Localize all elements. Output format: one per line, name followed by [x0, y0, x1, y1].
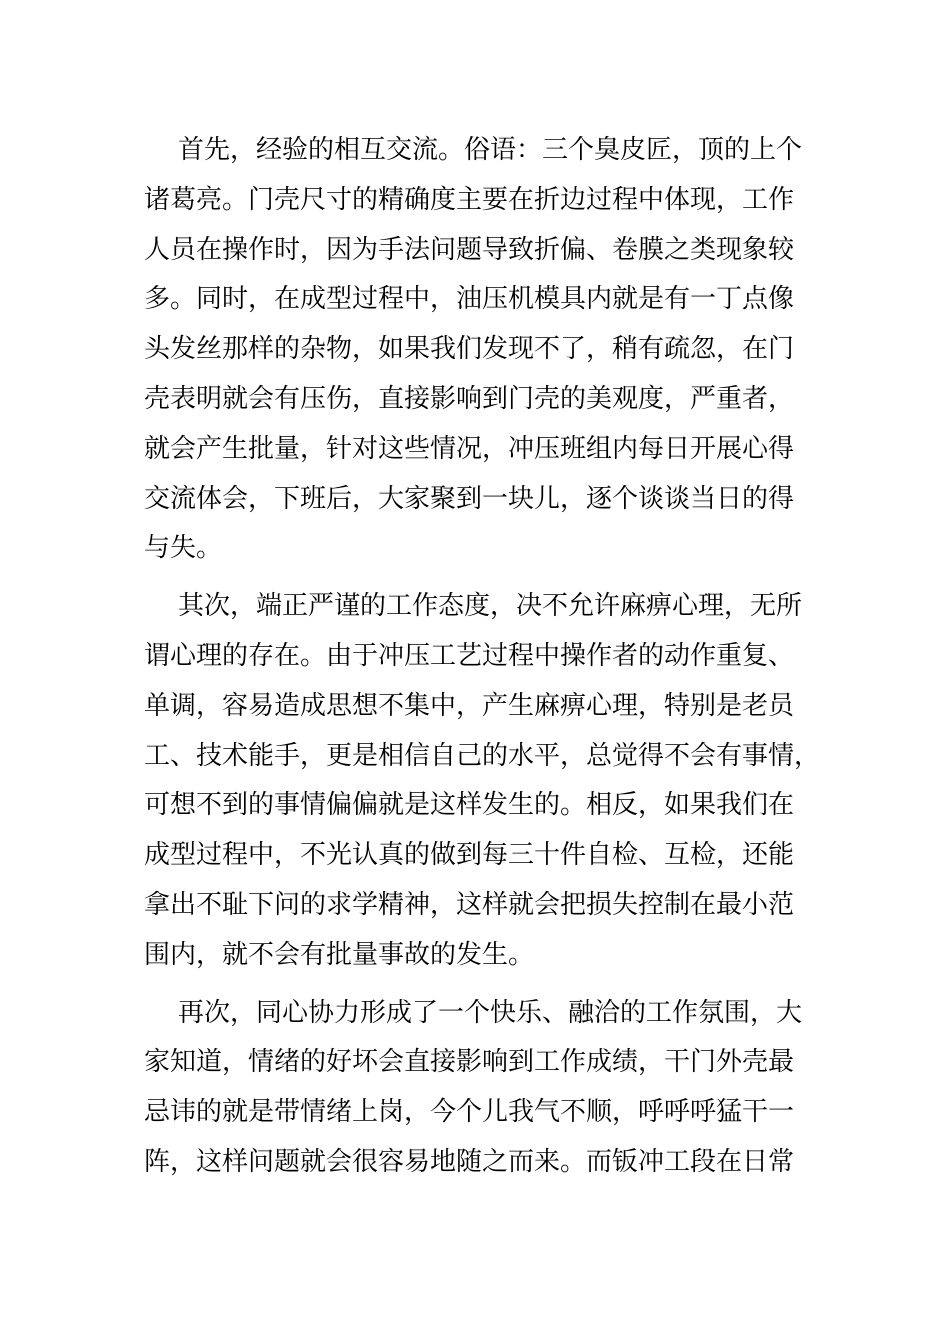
text-line: 再次，同心协力形成了一个快乐、融洽的工作氛围，大	[178, 997, 803, 1028]
text-line: 忌讳的就是带情绪上岗，今个儿我气不顺，呼呼呼猛干一	[144, 1097, 795, 1128]
text-line: 头发丝那样的杂物，如果我们发现不了，稍有疏忽，在门	[144, 334, 795, 365]
paragraph-gap	[144, 981, 794, 989]
text-line: 工、技术能手，更是相信自己的水平，总觉得不会有事情，	[144, 740, 821, 771]
text-line: 交流体会，下班后，大家聚到一块儿，逐个谈谈当日的得	[144, 483, 795, 514]
text-line: 成型过程中，不光认真的做到每三十件自检、互检，还能	[144, 840, 795, 871]
text-line: 谓心理的存在。由于冲压工艺过程中操作者的动作重复、	[144, 640, 795, 671]
text-line: 围内，就不会有批量事故的发生。	[144, 939, 535, 970]
text-line: 首先，经验的相互交流。俗语：三个臭皮匠，顶的上个	[178, 135, 803, 165]
paragraph-2	[144, 582, 821, 980]
paragraph-3	[144, 989, 803, 1188]
text-line: 单调，容易造成思想不集中，产生麻痹心理，特别是老员	[144, 690, 795, 721]
text-line: 可想不到的事情偏偏就是这样发生的。相反，如果我们在	[144, 790, 795, 821]
text-line: 拿出不耻下问的求学精神，这样就会把损失控制在最小范	[144, 889, 795, 920]
text-line: 阵，这样问题就会很容易地随之而来。而钣冲工段在日常	[144, 1146, 795, 1177]
paragraph-gap	[144, 574, 794, 582]
text-line: 诸葛亮。门壳尺寸的精确度主要在折边过程中体现，工作	[144, 184, 795, 215]
text-line: 与失。	[144, 533, 223, 564]
text-line: 其次，端正严谨的工作态度，决不允许麻痹心理，无所	[178, 591, 803, 622]
text-line: 家知道，情绪的好坏会直接影响到工作成绩，干门外壳最	[144, 1047, 795, 1078]
document-body	[144, 126, 821, 1188]
paragraph-1	[144, 126, 803, 574]
text-line: 壳表明就会有压伤，直接影响到门壳的美观度，严重者，	[144, 383, 795, 414]
text-line: 人员在操作时，因为手法问题导致折偏、卷膜之类现象较	[144, 234, 795, 265]
text-line: 就会产生批量，针对这些情况，冲压班组内每日开展心得	[144, 433, 795, 464]
text-line: 多。同时，在成型过程中，油压机模具内就是有一丁点像	[144, 284, 795, 315]
